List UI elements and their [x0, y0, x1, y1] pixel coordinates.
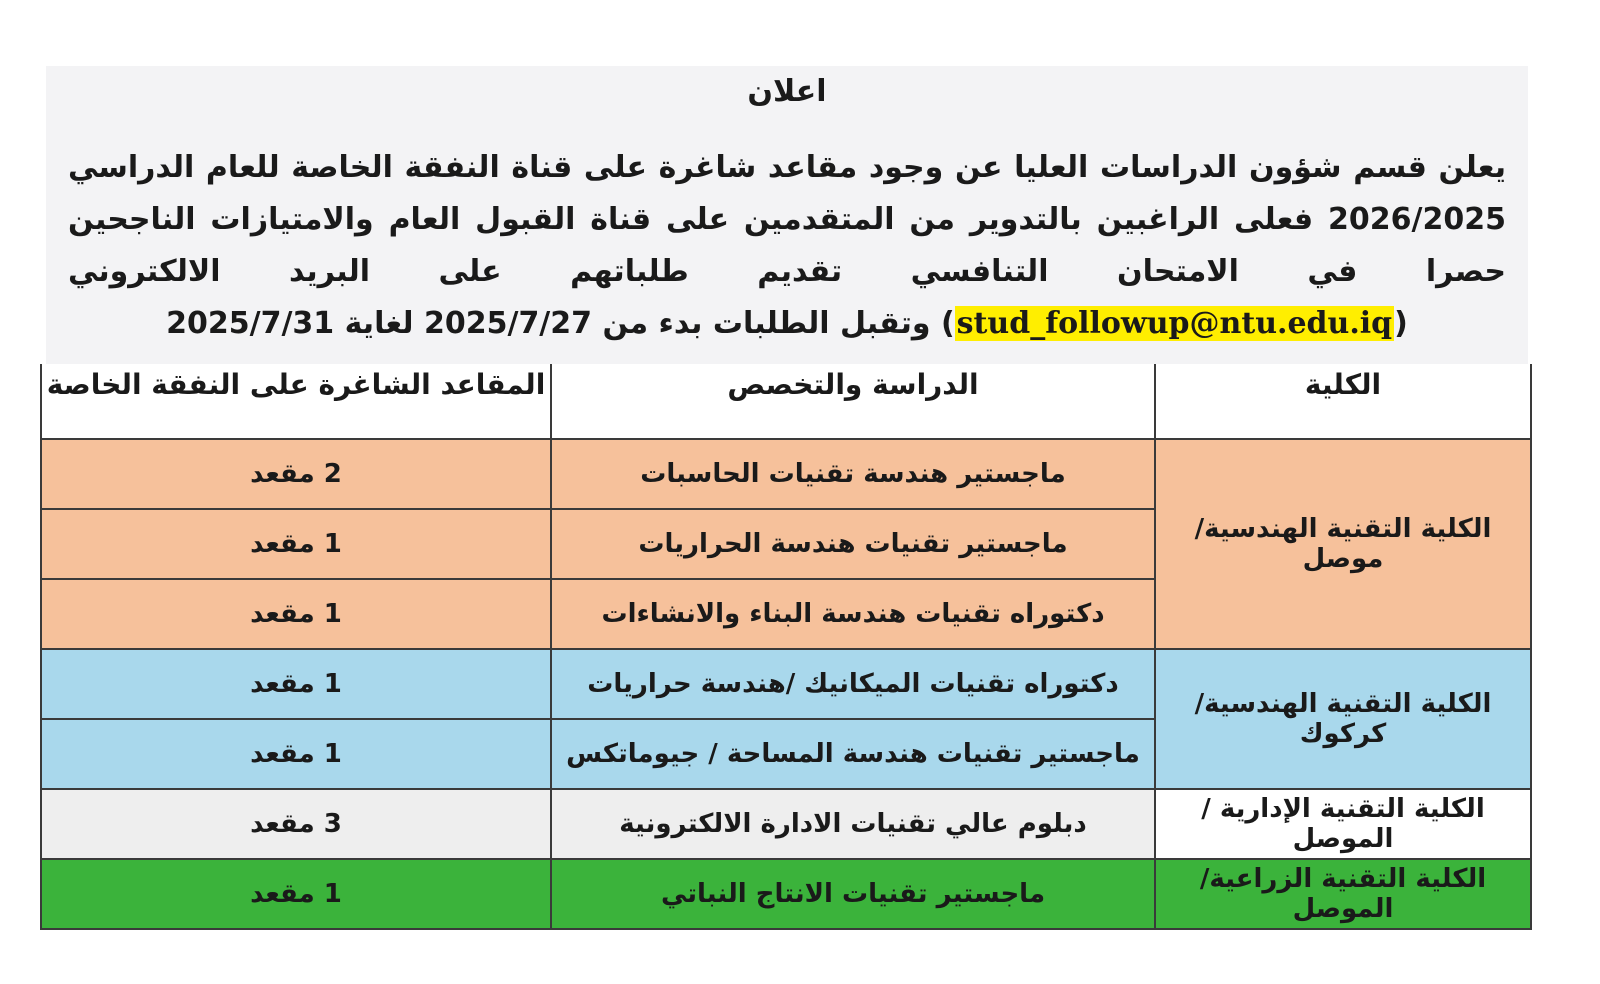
seats-cell: 1 مقعد — [41, 649, 551, 719]
study-cell: ماجستير تقنيات هندسة الحراريات — [551, 509, 1155, 579]
table-row — [41, 439, 1531, 509]
announcement-title: اعلان — [747, 74, 827, 109]
announcement-text — [68, 142, 1506, 350]
study-cell: دكتوراه تقنيات الميكانيك /هندسة حراريات — [551, 649, 1155, 719]
header-study: الدراسة والتخصص — [551, 364, 1155, 439]
seats-cell: 1 مقعد — [41, 579, 551, 649]
study-cell: ماجستير تقنيات الانتاج النباتي — [551, 859, 1155, 929]
header-college: الكلية — [1155, 364, 1531, 439]
email-address[interactable]: stud_followup@ntu.edu.iq — [956, 306, 1393, 341]
college-cell: الكلية التقنية الهندسية/ موصل — [1155, 439, 1531, 649]
study-cell: دبلوم عالي تقنيات الادارة الالكترونية — [551, 789, 1155, 859]
study-cell: دكتوراه تقنيات هندسة البناء والانشاءات — [551, 579, 1155, 649]
announcement-box — [46, 66, 1528, 364]
college-cell: الكلية التقنية الهندسية/ كركوك — [1155, 649, 1531, 789]
announcement-text-part2: ) وتقبل الطلبات بدء من 2025/7/27 لغاية 2025/7/31 — [166, 306, 955, 341]
announcement-text-part1: يعلن قسم شؤون الدراسات العليا عن وجود مقاعد شاغرة على قناة النفقة الخاصة للعام الدراسي 2026/2025 فعلى الراغبين بالتدوير من المتقدمين على قناة القبول العام والامتيازات الناجحين حصرا في الامتحان التنافسي تقديم طلباتهم على البريد الالكتروني ( — [68, 150, 1506, 341]
header-seats: المقاعد الشاغرة على النفقة الخاصة — [41, 364, 551, 439]
seats-cell: 1 مقعد — [41, 719, 551, 789]
table-row — [41, 649, 1531, 719]
vacant-seats-table — [40, 364, 1532, 930]
seats-cell: 3 مقعد — [41, 789, 551, 859]
seats-cell: 1 مقعد — [41, 509, 551, 579]
study-cell: ماجستير تقنيات هندسة المساحة / جيوماتكس — [551, 719, 1155, 789]
table-row — [41, 859, 1531, 929]
table-header-row — [41, 364, 1531, 439]
college-cell: الكلية التقنية الزراعية/ الموصل — [1155, 859, 1531, 929]
seats-cell: 2 مقعد — [41, 439, 551, 509]
college-cell: الكلية التقنية الإدارية / الموصل — [1155, 789, 1531, 859]
seats-cell: 1 مقعد — [41, 859, 551, 929]
table-row — [41, 789, 1531, 859]
study-cell: ماجستير هندسة تقنيات الحاسبات — [551, 439, 1155, 509]
